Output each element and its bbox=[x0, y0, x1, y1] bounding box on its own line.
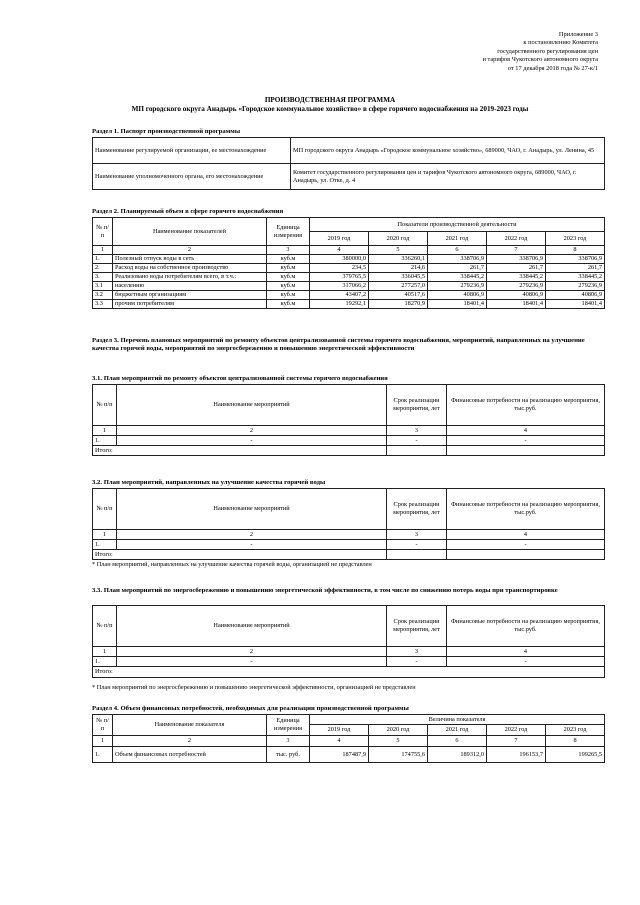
index-cell: 7 bbox=[487, 736, 546, 747]
row-name: Полезный отпуск воды в сеть bbox=[113, 255, 267, 264]
passport-value: МП городского округа Анадырь «Городское коммунальное хозяйство», 689000, ЧАО, г. Анадырь, ул. Ленина, 45 bbox=[291, 138, 605, 164]
row-no: 3.1 bbox=[93, 282, 113, 291]
footnote: * План мероприятий, направленных на улучшение качества горячей воды, организацией не представлен bbox=[92, 561, 372, 568]
col-header-no: № п/п bbox=[93, 218, 113, 246]
row-term: - bbox=[387, 657, 447, 667]
col-header-no: № п/п bbox=[93, 489, 117, 530]
index-cell: 2 bbox=[113, 246, 267, 255]
table-row bbox=[93, 540, 605, 550]
row-value: 261,7 bbox=[546, 264, 605, 273]
footnote: * План мероприятий по энергосбережению и повышению энергетической эффективности, организацией не представлен bbox=[92, 684, 416, 691]
row-value: 261,7 bbox=[428, 264, 487, 273]
index-cell: 2 bbox=[117, 530, 387, 540]
table-row bbox=[93, 747, 605, 763]
table-header-row bbox=[93, 385, 605, 426]
table-index-row bbox=[93, 530, 605, 540]
row-value: 40806,9 bbox=[428, 291, 487, 300]
row-value: 338706,9 bbox=[546, 255, 605, 264]
section-1-heading: Раздел 1. Паспорт производственной программы bbox=[92, 128, 241, 135]
index-cell: 3 bbox=[387, 530, 447, 540]
row-value: 40806,9 bbox=[546, 291, 605, 300]
row-no: 2. bbox=[93, 264, 113, 273]
index-cell: 3 bbox=[267, 736, 310, 747]
row-value: 336260,1 bbox=[369, 255, 428, 264]
row-value: 18401,4 bbox=[487, 300, 546, 309]
row-finance: - bbox=[447, 657, 605, 667]
table-row bbox=[93, 300, 605, 309]
table-total-row bbox=[93, 550, 605, 560]
appendix-line: и тарифов Чукотского автономного округа bbox=[482, 56, 598, 64]
table-total-row bbox=[93, 667, 605, 678]
table-index-row bbox=[93, 647, 605, 657]
table-row bbox=[93, 255, 605, 264]
appendix-line: государственного регулирования цен bbox=[497, 47, 598, 55]
col-header-unit: Единица измерения bbox=[267, 218, 310, 246]
volume-table bbox=[92, 217, 605, 309]
row-value: 279236,9 bbox=[428, 282, 487, 291]
index-cell: 3 bbox=[267, 246, 310, 255]
total-term bbox=[387, 550, 447, 560]
row-value: 43407,2 bbox=[310, 291, 369, 300]
energy-plan-table bbox=[92, 605, 605, 678]
index-cell: 8 bbox=[546, 246, 605, 255]
index-cell: 1 bbox=[93, 647, 117, 657]
row-no: 3.3 bbox=[93, 300, 113, 309]
col-header-year: 2020 год bbox=[369, 725, 428, 736]
row-value: 187487,9 bbox=[310, 747, 369, 763]
total-label: Итого: bbox=[93, 550, 387, 560]
row-unit: куб.м bbox=[267, 273, 310, 282]
table-header-row bbox=[93, 489, 605, 530]
table-index-row bbox=[93, 246, 605, 255]
row-name: населению bbox=[113, 282, 267, 291]
passport-label: Наименование регулируемой организации, ее местонахождение bbox=[93, 138, 291, 164]
col-header-finance: Финансовые потребности на реализацию мероприятия, тыс.руб. bbox=[447, 606, 605, 647]
row-unit: тыс. руб. bbox=[267, 747, 310, 763]
section-2-heading: Раздел 2. Планируемый объем в сфере горячего водоснабжения bbox=[92, 208, 284, 215]
finance-table bbox=[92, 714, 605, 763]
table-header-row bbox=[93, 218, 605, 232]
row-unit: куб.м bbox=[267, 291, 310, 300]
repair-plan-table bbox=[92, 384, 605, 456]
index-cell: 8 bbox=[546, 736, 605, 747]
col-header-name: Наименование мероприятий bbox=[117, 606, 387, 647]
col-header-year: 2019 год bbox=[310, 725, 369, 736]
quality-plan-table bbox=[92, 488, 605, 560]
row-term: - bbox=[387, 540, 447, 550]
col-header-unit: Единица измерения bbox=[267, 715, 310, 736]
col-header-term: Срок реализации мероприятия, лет bbox=[387, 489, 447, 530]
row-value: 277257,0 bbox=[369, 282, 428, 291]
index-cell: 2 bbox=[117, 647, 387, 657]
appendix-line: от 17 декабря 2018 года № 27-к/1 bbox=[507, 64, 598, 72]
total-finance bbox=[447, 446, 605, 456]
col-header-no: № п/п bbox=[93, 385, 117, 426]
table-row bbox=[93, 273, 605, 282]
col-header-year: 2020 год bbox=[369, 232, 428, 246]
row-value: 234,5 bbox=[310, 264, 369, 273]
row-value: 317066,2 bbox=[310, 282, 369, 291]
col-header-no: № п/п bbox=[93, 606, 117, 647]
section-3-heading: Раздел 3. Перечень плановых мероприятий по ремонту объектов централизованной системы горячего водоснабжения, мероприятий, направленных на улучшение качества горячей воды, мероприятий по энергосбережению и повышению энергетической эффективности bbox=[92, 337, 585, 353]
row-name: - bbox=[117, 540, 387, 550]
row-no: 3. bbox=[93, 273, 113, 282]
total-label: Итого: bbox=[93, 667, 605, 678]
row-finance: - bbox=[447, 540, 605, 550]
document-subtitle: МП городского округа Анадырь «Городское коммунальное хозяйство» в сфере горячего водоснабжения на 2019-2023 годы bbox=[131, 105, 529, 113]
row-value: 189312,0 bbox=[428, 747, 487, 763]
row-value: 18401,4 bbox=[428, 300, 487, 309]
table-row bbox=[93, 291, 605, 300]
row-value: 18270,9 bbox=[369, 300, 428, 309]
passport-row bbox=[93, 164, 605, 190]
index-cell: 1 bbox=[93, 246, 113, 255]
row-unit: куб.м bbox=[267, 255, 310, 264]
row-value: 18401,4 bbox=[546, 300, 605, 309]
table-row bbox=[93, 657, 605, 667]
table-row bbox=[93, 282, 605, 291]
index-cell: 5 bbox=[369, 736, 428, 747]
col-header-term: Срок реализации мероприятия, лет bbox=[387, 385, 447, 426]
col-header-year: 2023 год bbox=[546, 232, 605, 246]
row-value: 380000,0 bbox=[310, 255, 369, 264]
total-term bbox=[387, 446, 447, 456]
col-header-finance: Финансовые потребности на реализацию мероприятия, тыс.руб. bbox=[447, 489, 605, 530]
row-value: 19292,1 bbox=[310, 300, 369, 309]
table-row bbox=[93, 264, 605, 273]
col-header-name: Наименование показателей bbox=[113, 218, 267, 246]
section-4-heading: Раздел 4. Объем финансовых потребностей, необходимых для реализации производственной программы bbox=[92, 705, 409, 712]
row-unit: куб.м bbox=[267, 300, 310, 309]
row-value: 196153,7 bbox=[487, 747, 546, 763]
row-name: Объем финансовых потребностей bbox=[113, 747, 267, 763]
index-cell: 2 bbox=[113, 736, 267, 747]
col-header-year: 2022 год bbox=[487, 232, 546, 246]
row-no: 1. bbox=[93, 747, 113, 763]
table-total-row bbox=[93, 446, 605, 456]
passport-row bbox=[93, 138, 605, 164]
index-cell: 4 bbox=[447, 530, 605, 540]
appendix-header bbox=[378, 31, 598, 73]
row-value: 379765,5 bbox=[310, 273, 369, 282]
row-name: - bbox=[117, 436, 387, 446]
passport-value: Комитет государственного регулирования цен и тарифов Чукотского автономного округа, 689000, ЧАО, г. Анадырь, ул. Отке, д. 4 bbox=[291, 164, 605, 190]
col-header-group: Величина показателя bbox=[310, 715, 605, 725]
index-cell: 4 bbox=[310, 246, 369, 255]
col-header-name: Наименование мероприятий bbox=[117, 385, 387, 426]
subsection-3-2-heading: 3.2. План мероприятий, направленных на улучшение качества горячей воды bbox=[92, 479, 326, 486]
row-value: 174755,6 bbox=[369, 747, 428, 763]
table-header-row bbox=[93, 606, 605, 647]
col-header-group: Показатели производственной деятельности bbox=[310, 218, 605, 232]
index-cell: 4 bbox=[447, 647, 605, 657]
table-index-row bbox=[93, 736, 605, 747]
row-name: Расход воды на собственное производство bbox=[113, 264, 267, 273]
col-header-name: Наименование мероприятий bbox=[117, 489, 387, 530]
col-header-year: 2022 год bbox=[487, 725, 546, 736]
row-value: 336045,5 bbox=[369, 273, 428, 282]
index-cell: 1 bbox=[93, 530, 117, 540]
row-no: 1. bbox=[93, 657, 117, 667]
appendix-line: Приложение 3 bbox=[558, 31, 598, 38]
subsection-3-1-heading: 3.1. План мероприятий по ремонту объектов централизованной системы горячего водоснабжения bbox=[92, 375, 388, 382]
row-no: 1. bbox=[93, 255, 113, 264]
passport-label: Наименование уполномоченного органа, его местонахождение bbox=[93, 164, 291, 190]
row-value: 214,6 bbox=[369, 264, 428, 273]
index-cell: 3 bbox=[387, 426, 447, 436]
row-unit: куб.м bbox=[267, 264, 310, 273]
row-value: 338706,9 bbox=[487, 255, 546, 264]
row-term: - bbox=[387, 436, 447, 446]
table-row bbox=[93, 436, 605, 446]
passport-table bbox=[92, 137, 605, 190]
index-cell: 4 bbox=[447, 426, 605, 436]
index-cell: 5 bbox=[369, 246, 428, 255]
row-value: 40806,9 bbox=[487, 291, 546, 300]
index-cell: 3 bbox=[387, 647, 447, 657]
row-value: 40517,6 bbox=[369, 291, 428, 300]
index-cell: 1 bbox=[93, 736, 113, 747]
row-no: 1. bbox=[93, 540, 117, 550]
col-header-year: 2019 год bbox=[310, 232, 369, 246]
row-value: 279236,9 bbox=[546, 282, 605, 291]
row-value: 338445,2 bbox=[428, 273, 487, 282]
col-header-year: 2023 год bbox=[546, 725, 605, 736]
row-name: бюджетным организациям bbox=[113, 291, 267, 300]
document-title: ПРОИЗВОДСТВЕННАЯ ПРОГРАММА bbox=[264, 96, 396, 104]
row-value: 338706,9 bbox=[428, 255, 487, 264]
row-no: 1. bbox=[93, 436, 117, 446]
col-header-no: № п/п bbox=[93, 715, 113, 736]
row-name: - bbox=[117, 657, 387, 667]
total-finance bbox=[447, 550, 605, 560]
col-header-year: 2021 год bbox=[428, 725, 487, 736]
row-value: 261,7 bbox=[487, 264, 546, 273]
total-label: Итого: bbox=[93, 446, 387, 456]
appendix-line: к постановлению Комитета bbox=[523, 39, 598, 47]
subsection-3-3-heading: 3.3. План мероприятий по энергосбережению и повышению энергетической эффективности, в том числе по снижению потерь воды при транспортировке bbox=[92, 587, 558, 594]
col-header-finance: Финансовые потребности на реализацию мероприятия, тыс.руб. bbox=[447, 385, 605, 426]
row-name: прочим потребителям bbox=[113, 300, 267, 309]
row-value: 338445,2 bbox=[487, 273, 546, 282]
index-cell: 4 bbox=[310, 736, 369, 747]
table-header-row bbox=[93, 715, 605, 725]
col-header-name: Наименование показателя bbox=[113, 715, 267, 736]
table-index-row bbox=[93, 426, 605, 436]
index-cell: 6 bbox=[428, 246, 487, 255]
index-cell: 2 bbox=[117, 426, 387, 436]
row-finance: - bbox=[447, 436, 605, 446]
row-value: 279236,9 bbox=[487, 282, 546, 291]
row-value: 338445,2 bbox=[546, 273, 605, 282]
row-no: 3.2 bbox=[93, 291, 113, 300]
index-cell: 6 bbox=[428, 736, 487, 747]
col-header-term: Срок реализации мероприятия, лет bbox=[387, 606, 447, 647]
col-header-year: 2021 год bbox=[428, 232, 487, 246]
index-cell: 1 bbox=[93, 426, 117, 436]
row-value: 199265,5 bbox=[546, 747, 605, 763]
row-unit: куб.м bbox=[267, 282, 310, 291]
row-name: Реализовано воды потребителям всего, в т.ч.: bbox=[113, 273, 267, 282]
index-cell: 7 bbox=[487, 246, 546, 255]
